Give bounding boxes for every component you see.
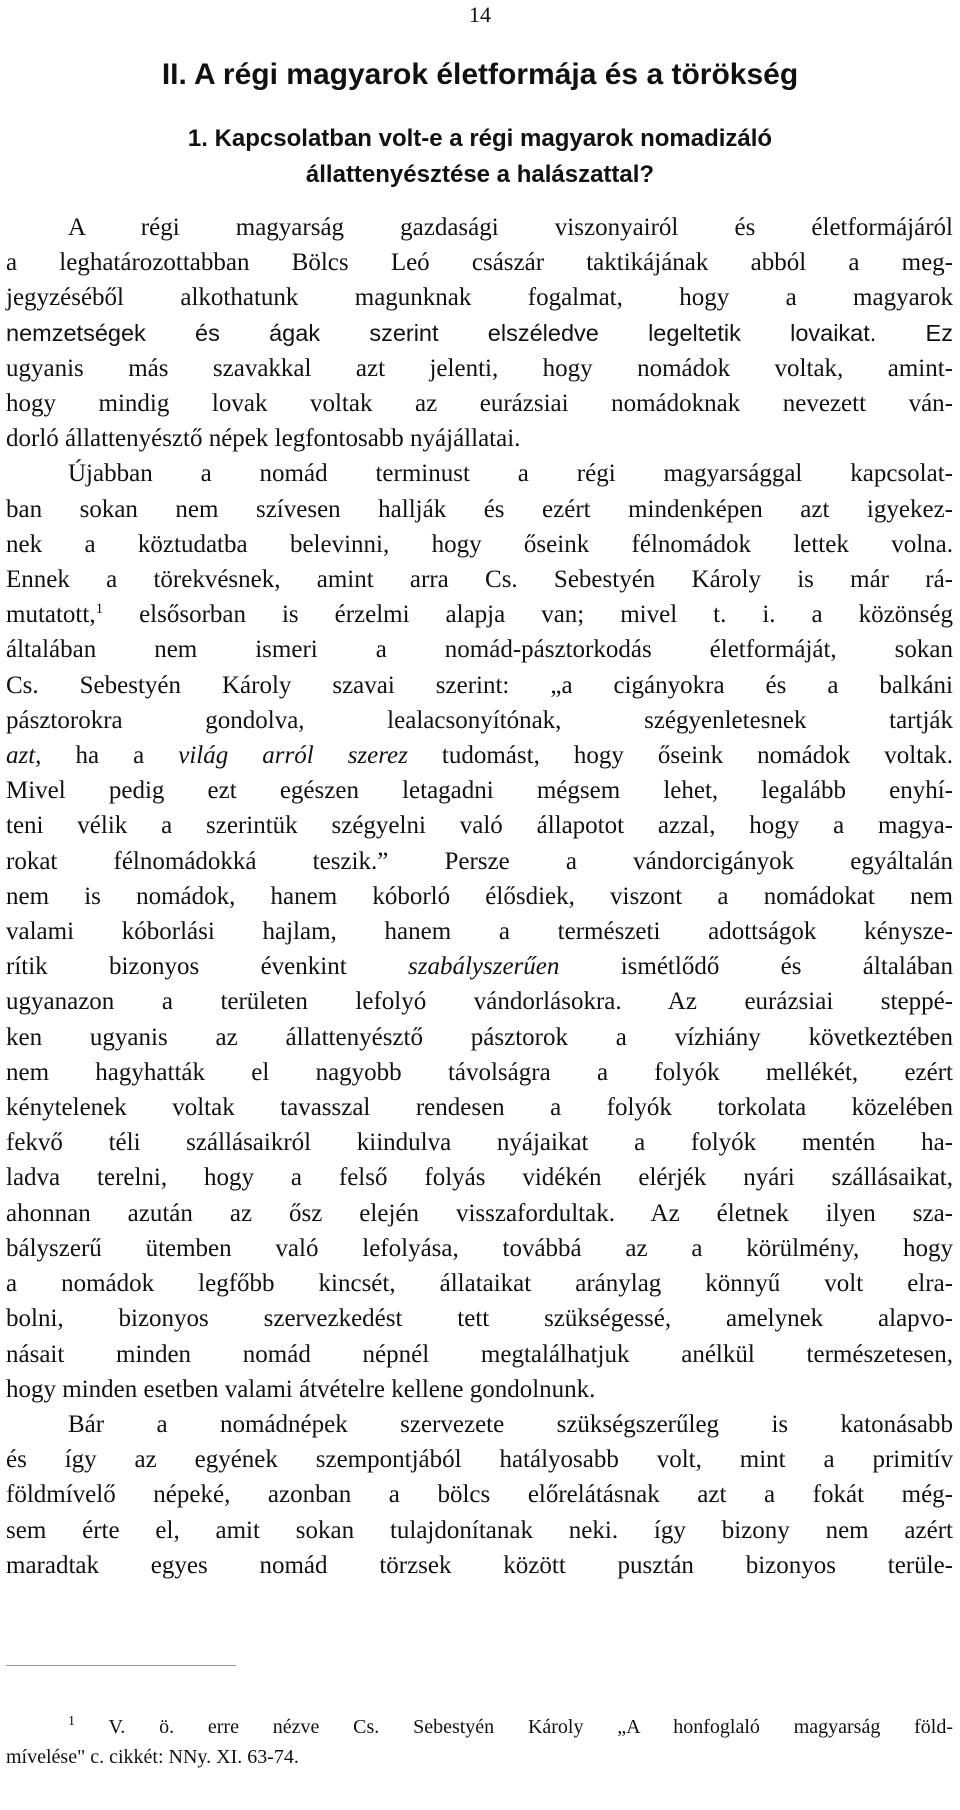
footnote-marker: 1 <box>68 1714 75 1729</box>
section-title-line-2: állattenyésztése a halászattal? <box>305 161 655 188</box>
body-line: sem érte el, amit sokan tulajdonítanak neki. így bizony nem azért <box>6 1516 953 1544</box>
body-line-part: ha a <box>75 742 145 770</box>
body-line: hogy mindig lovak voltak az eurázsiai nomádoknak nevezett ván- <box>6 390 953 418</box>
body-line: ken ugyanis az állattenyésztő pásztorok a vízhiány következtében <box>6 1023 953 1051</box>
body-line: Bár a nomádnépek szervezete szükségszerűleg is katonásabb <box>68 1410 953 1438</box>
body-line: földmívelő népeké, azonban a bölcs előrelátásnak azt a fokát még- <box>6 1481 953 1509</box>
body-line: Cs. Sebestyén Károly szavai szerint: „a cigányokra és a balkáni <box>6 671 953 699</box>
body-line <box>6 597 953 632</box>
body-line: nem is nomádok, hanem kóborló élősdiek, viszont a nomádokat nem <box>6 882 953 910</box>
italic-text: világ arról szerez <box>178 742 408 770</box>
footnote-divider <box>6 1665 236 1666</box>
page-number: 14 <box>469 2 491 27</box>
body-line: bályszerű ütemben való lefolyása, továbbá az a körülmény, hogy <box>6 1234 953 1262</box>
footnote-reference[interactable]: 1 <box>95 601 104 618</box>
body-line: teni vélik a szerintük szégyelni való állapotot azzal, hogy a magya- <box>6 812 953 840</box>
body-line-part: mutatott, <box>6 601 96 629</box>
body-line: kénytelenek voltak tavasszal rendesen a folyók torkolata közelében <box>6 1094 953 1122</box>
body-line: és így az egyének szempontjából hatályosabb volt, mint a primitív <box>6 1446 953 1474</box>
body-line: bolni, bizonyos szervezkedést tett szükségessé, amelynek alapvo- <box>6 1305 953 1333</box>
body-line-part: tudomást, hogy őseink nomádok voltak. <box>441 742 953 770</box>
footnote-text: V. ö. erre nézve Cs. Sebestyén Károly „A honfoglaló magyarság föld- <box>108 1716 954 1738</box>
body-line: a leghatározottabban Bölcs Leó császár taktikájának abból a meg- <box>6 249 953 277</box>
body-line-part: elsősorban is érzelmi alapja van; mivel t. i. a közönség <box>139 601 953 629</box>
body-line: a nomádok legfőbb kincsét, állataikat aránylag könnyű volt elra- <box>6 1270 953 1298</box>
body-line: násait minden nomád népnél megtalálhatjuk anélkül természetesen, <box>6 1340 953 1368</box>
body-line: jegyzéséből alkothatunk magunknak fogalmat, hogy a magyarok <box>6 284 953 312</box>
body-line: ugyanis más szavakkal azt jelenti, hogy nomádok voltak, amint- <box>6 354 953 382</box>
body-line: Mivel pedig ezt egészen letagadni mégsem lehet, legalább enyhí- <box>6 777 953 805</box>
body-line-part: ismétlődő és általában <box>620 953 954 981</box>
body-text <box>6 210 953 1583</box>
body-line: A régi magyarság gazdasági viszonyairól és életformájáról <box>68 214 953 241</box>
body-line: maradtak egyes nomád törzsek között pusztán bizonyos terüle- <box>6 1551 953 1579</box>
body-line <box>6 738 953 773</box>
italic-text: azt, <box>6 742 42 770</box>
body-line: ahonnan azután az ősz elején visszafordultak. Az életnek ilyen sza- <box>6 1199 953 1227</box>
section-title <box>120 121 840 193</box>
body-line: általában nem ismeri a nomád-pásztorkodás életformáját, sokan <box>6 636 953 664</box>
body-line: ladva terelni, hogy a felső folyás vidékén elérjék nyári szállásaikat, <box>6 1164 953 1192</box>
body-line: Újabban a nomád terminust a régi magyarsággal kapcsolat- <box>68 460 953 488</box>
body-line: Ennek a törekvésnek, amint arra Cs. Sebestyén Károly is már rá- <box>6 566 953 594</box>
italic-text: szabályszerűen <box>408 953 560 981</box>
body-line: ban sokan nem szívesen hallják és ezért mindenképen azt igyekez- <box>6 495 953 523</box>
footnote-line: mívelése" c. cikkét: NNy. XI. 63-74. <box>6 1746 299 1768</box>
body-line: fekvő téli szállásaikról kiindulva nyájaikat a folyók mentén ha- <box>6 1129 953 1157</box>
body-line: ugyanazon a területen lefolyó vándorlásokra. Az eurázsiai steppé- <box>6 988 953 1016</box>
body-line: nemzetségek és ágak szerint elszéledve legeltetik lovaikat. Ez <box>6 319 953 346</box>
body-line <box>6 949 953 984</box>
body-line: pásztorokra gondolva, lealacsonyítónak, szégyenletesnek tartják <box>6 706 953 734</box>
chapter-title: II. A régi magyarok életformája és a törökség <box>161 58 799 91</box>
body-line: hogy minden esetben valami átvételre kellene gondolnunk. <box>6 1375 596 1403</box>
body-line: valami kóborlási hajlam, hanem a természeti adottságok kénysze- <box>6 918 953 946</box>
body-line: nem hagyhatták el nagyobb távolságra a folyók mellékét, ezért <box>6 1058 953 1086</box>
body-line: dorló állattenyésztő népek legfontosabb nyájállatai. <box>6 425 521 453</box>
footnote <box>6 1712 953 1772</box>
body-line: rokat félnomádokká teszik.” Persze a vándorcigányok egyáltalán <box>6 847 953 875</box>
section-title-line-1: 1. Kapcsolatban volt-e a régi magyarok nomadizáló <box>187 125 773 152</box>
body-line-part: rítik bizonyos évenkint <box>6 953 347 981</box>
footnote-line <box>6 1712 953 1742</box>
body-line: nek a köztudatba belevinni, hogy őseink félnomádok lettek volna. <box>6 530 953 558</box>
